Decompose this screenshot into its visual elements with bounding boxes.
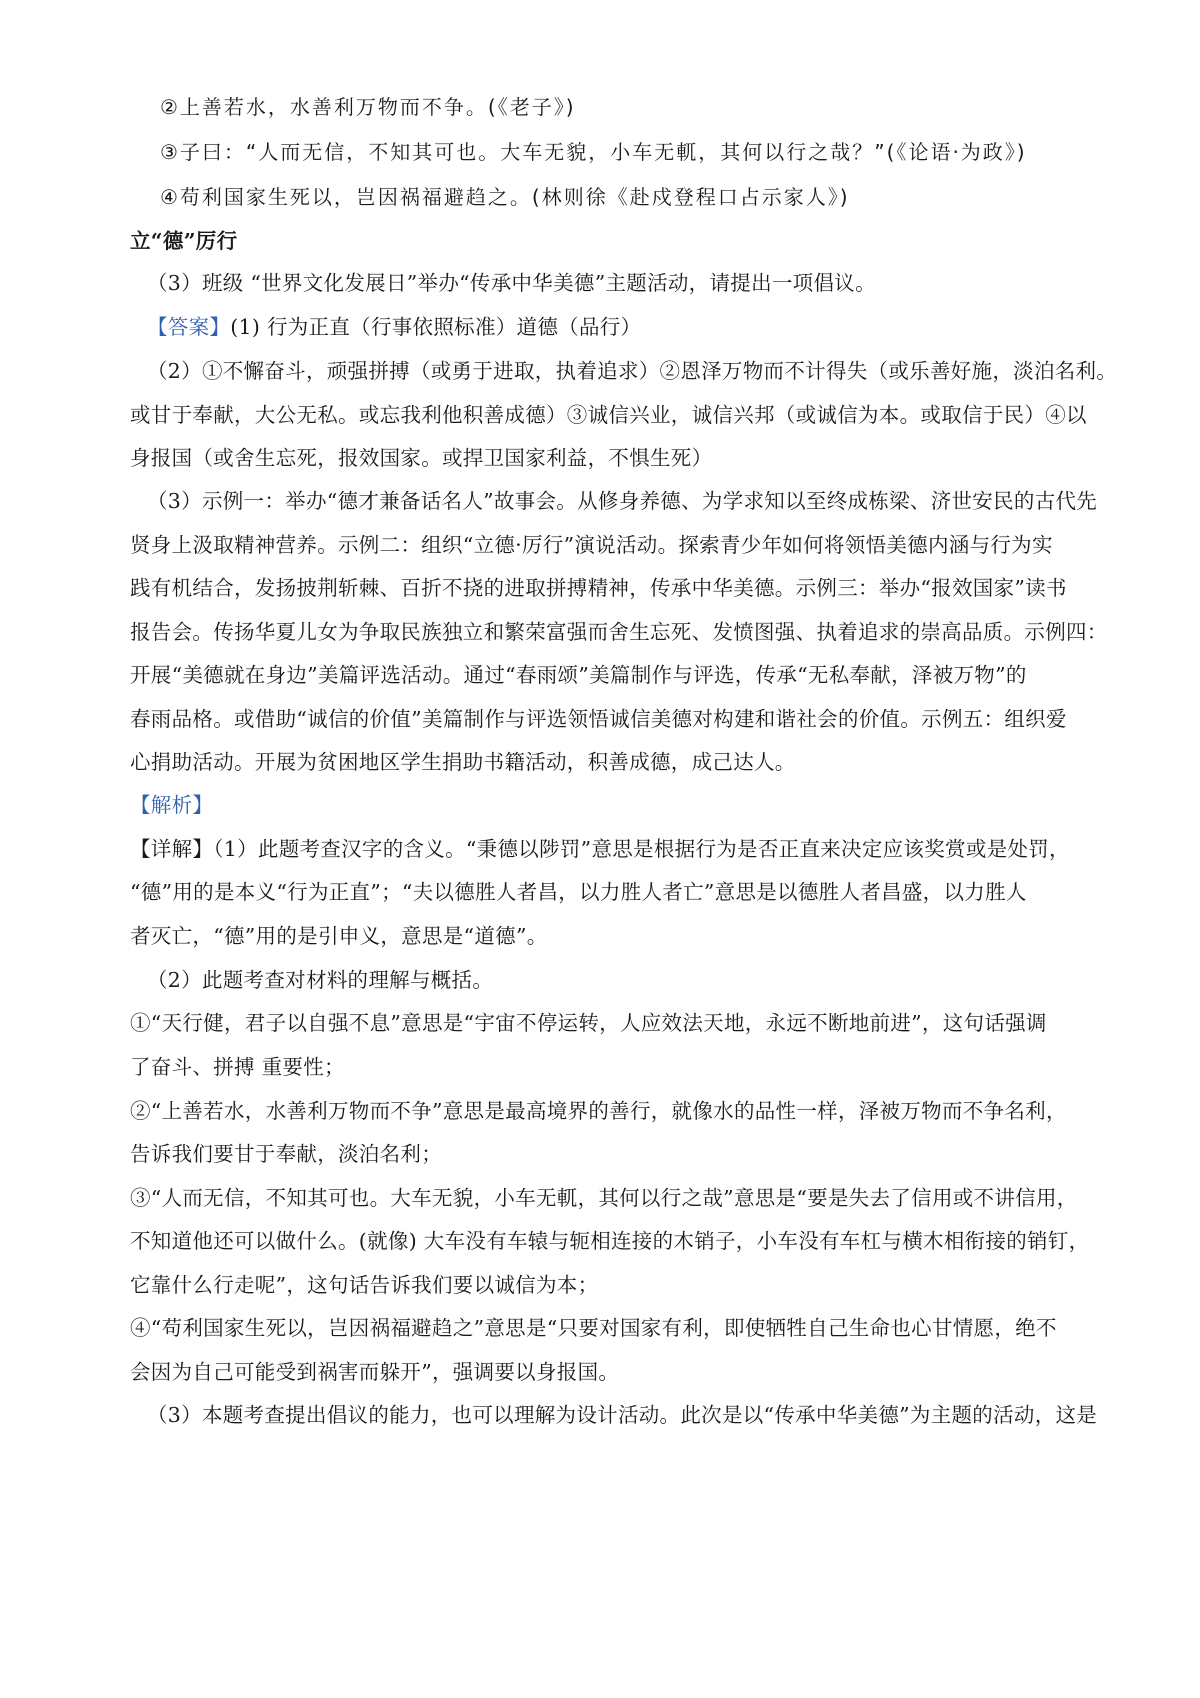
detail-2-item-3c: 它靠什么行走呢”，这句话告诉我们要以诚信为本；	[130, 1273, 599, 1297]
detail-3-line-1: （3）本题考查提出倡议的能力，也可以理解为设计活动。此次是以“传承中华美德”为主题的活动，这是	[147, 1403, 1098, 1427]
answer-1-text: (1) 行为正直（行事依照标准）道德（品行）	[230, 315, 642, 339]
answer-line-1	[147, 312, 641, 342]
answer-3-line-7: 心捐助活动。开展为贫困地区学生捐助书籍活动，积善成德，成己达人。	[130, 750, 796, 774]
answer-3-line-2: 贤身上汲取精神营养。示例二：组织“立德·厉行”演说活动。探索青少年如何将领悟美德内涵与行为实	[130, 533, 1053, 557]
quote-lunyu: ③子曰：“人而无信，不知其可也。大车无貌，小车无軏，其何以行之哉？”(《论语·为政》)	[160, 140, 1027, 164]
detail-2-intro: （2）此题考查对材料的理解与概括。	[147, 968, 494, 992]
detail-2-item-2b: 告诉我们要甘于奉献，淡泊名利；	[130, 1142, 442, 1166]
quote-linzexu: ④苟利国家生死以，岂因祸福避趋之。(林则徐《赴戍登程口占示家人》)	[160, 185, 850, 209]
answer-3-line-1: （3）示例一：举办“德才兼备话名人”故事会。从修身养德、为学求知以至终成栋梁、济世安民的古代先	[147, 489, 1098, 513]
answer-2-line-1: （2）①不懈奋斗，顽强拼搏（或勇于进取，执着追求）②恩泽万物而不计得失（或乐善好施，淡泊名利。	[147, 359, 1118, 383]
answer-3-line-4: 报告会。传扬华夏儿女为争取民族独立和繁荣富强而舍生忘死、发愤图强、执着追求的崇高品质。示例四：	[130, 620, 1108, 644]
answer-label: 【答案】	[147, 315, 231, 339]
answer-3-line-3: 践有机结合，发扬披荆斩棘、百折不挠的进取拼搏精神，传承中华美德。示例三：举办“报效国家”读书	[130, 576, 1067, 600]
answer-2-line-2: 或甘于奉献，大公无私。或忘我利他积善成德）③诚信兴业，诚信兴邦（或诚信为本。或取信于民）④以	[130, 403, 1087, 427]
answer-3-line-5: 开展“美德就在身边”美篇评选活动。通过“春雨颂”美篇制作与评选，传承“无私奉献，泽被万物”的	[130, 663, 1027, 687]
answer-3-line-6: 春雨品格。或借助“诚信的价值”美篇制作与评选领悟诚信美德对构建和谐社会的价值。示例五：组织爱	[130, 707, 1067, 731]
detail-2-item-4b: 会因为自己可能受到祸害而躲开”，强调要以身报国。	[130, 1360, 620, 1384]
detail-line-2: “德”用的是本义“行为正直”；“夫以德胜人者昌，以力胜人者亡”意思是以德胜人者昌盛，以力胜人	[130, 880, 1027, 904]
detail-1-text: （1）此题考查汉字的含义。“秉德以陟罚”意思是根据行为是否正直来决定应该奖赏或是处罚，	[213, 837, 1070, 861]
detail-2-item-2a: ②“上善若水，水善利万物而不争”意思是最高境界的善行，就像水的品性一样，泽被万物而不争名利，	[130, 1099, 1067, 1123]
detail-2-item-3a: ③“人而无信，不知其可也。大车无貌，小车无軏，其何以行之哉”意思是“要是失去了信用或不讲信用，	[130, 1186, 1078, 1210]
detail-2-item-1b: 了奋斗、拼搏 重要性；	[130, 1055, 345, 1079]
answer-2-line-3: 身报国（或舍生忘死，报效国家。或捍卫国家利益，不惧生死）	[130, 446, 713, 470]
analysis-label: 【解析】	[130, 793, 214, 817]
section-heading: 立“德”厉行	[130, 229, 238, 253]
detail-2-item-3b: 不知道他还可以做什么。(就像) 大车没有车辕与轭相连接的木销子，小车没有车杠与横木相衔接的销钉，	[130, 1229, 1090, 1253]
detail-2-item-4a: ④“苟利国家生死以，岂因祸福避趋之”意思是“只要对国家有利，即使牺牲自己生命也心甘情愿，绝不	[130, 1316, 1057, 1340]
detail-2-item-1a: ①“天行健，君子以自强不息”意思是“宇宙不停运转，人应效法天地，永远不断地前进”，这句话强调	[130, 1011, 1047, 1035]
detail-line-1	[130, 834, 1070, 864]
detail-label: 【详解】	[130, 837, 214, 861]
question-3: （3）班级 “世界文化发展日”举办“传承中华美德”主题活动，请提出一项倡议。	[147, 271, 876, 295]
detail-line-3: 者灭亡，“德”用的是引申义，意思是“道德”。	[130, 924, 548, 948]
quote-laozi: ②上善若水，水善利万物而不争。(《老子》)	[160, 95, 576, 119]
